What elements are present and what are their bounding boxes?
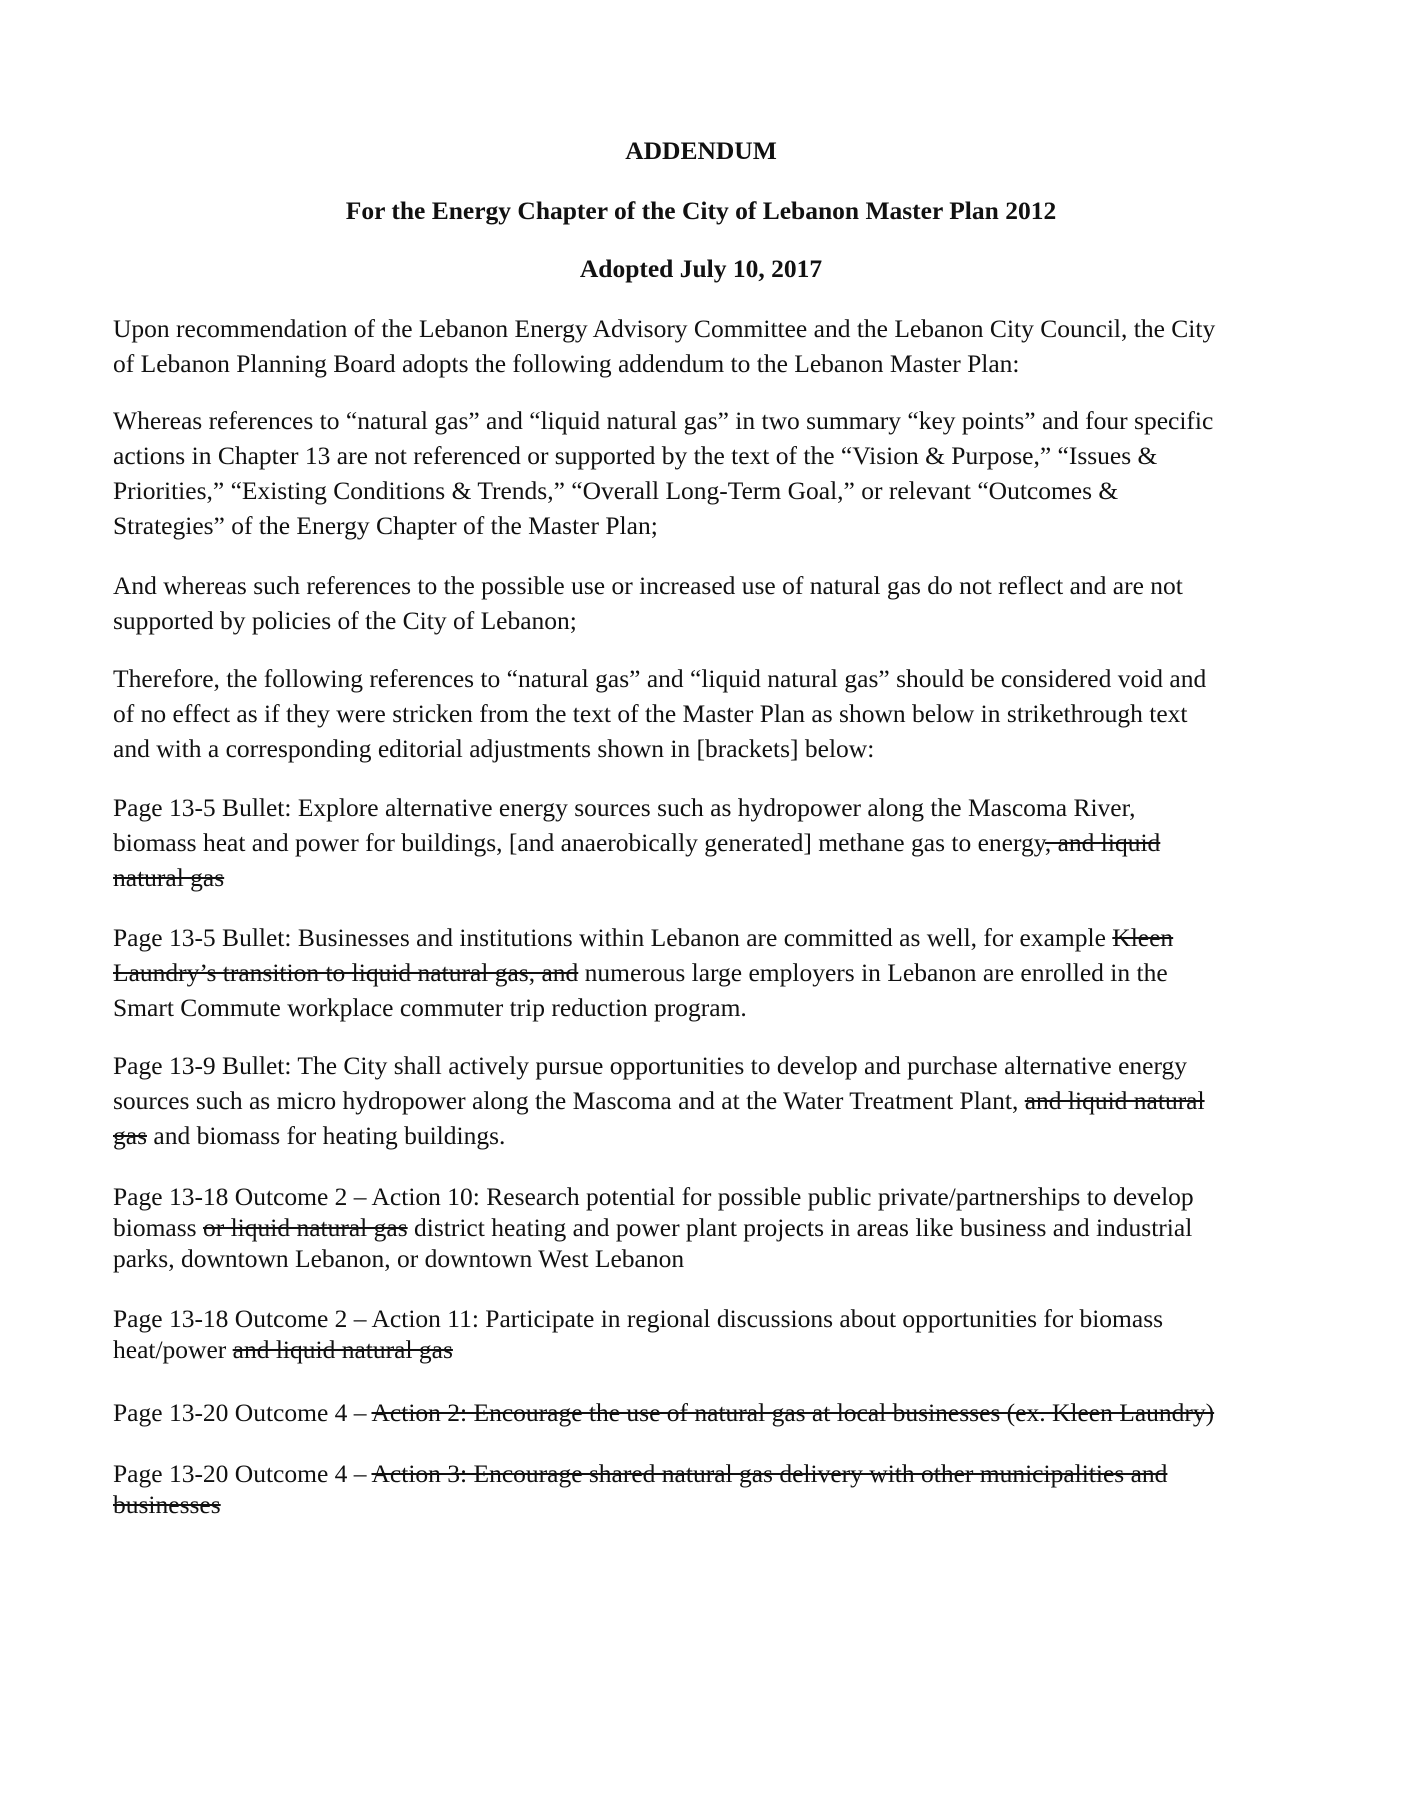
text-line: [113, 1048, 1205, 1083]
text-segment: Page 13-18 Outcome 2 – Action 10: Research potential for possible public private/partnerships to develop: [113, 1182, 1194, 1211]
amendment-page-13-20-action-3: [113, 1458, 1167, 1520]
text-segment: heat/power: [113, 1335, 233, 1364]
text-line: [113, 1083, 1205, 1118]
text-segment: parks, downtown Lebanon, or downtown West Lebanon: [113, 1244, 685, 1273]
text-line: [113, 1303, 1163, 1334]
text-segment: biomass: [113, 1213, 203, 1242]
text-segment: supported by policies of the City of Lebanon;: [113, 606, 577, 635]
text-segment: Page 13-5 Bullet: Businesses and institutions within Lebanon are committed as well, for example: [113, 923, 1113, 952]
text-line: [113, 1181, 1194, 1212]
text-line: [113, 403, 1213, 438]
amendment-page-13-9: [113, 1048, 1205, 1153]
text-line: [113, 1212, 1194, 1243]
text-segment: numerous large employers in Lebanon are enrolled in the: [578, 958, 1168, 987]
whereas-paragraph: [113, 403, 1213, 543]
struck-text: Action 2: Encourage the use of natural gas at local businesses (ex. Kleen Laundry): [371, 1398, 1215, 1427]
text-line: [113, 1458, 1167, 1489]
text-segment: Page 13-18 Outcome 2 – Action 11: Participate in regional discussions about opportunities for biomass: [113, 1304, 1164, 1333]
text-line: [113, 1397, 1214, 1428]
text-segment: sources such as micro hydropower along the Mascoma and at the Water Treatment Plant,: [113, 1086, 1025, 1115]
text-segment: And whereas such references to the possible use or increased use of natural gas do not reflect and are not: [113, 571, 1183, 600]
amendment-page-13-20-action-2: [113, 1397, 1214, 1428]
text-segment: Page 13-20 Outcome 4 –: [113, 1398, 372, 1427]
text-line: [113, 825, 1160, 860]
struck-text: Laundry’s transition to liquid natural gas, and: [113, 958, 579, 987]
text-line: [113, 508, 1213, 543]
adoption-date: Adopted July 10, 2017: [579, 254, 823, 283]
text-line: [113, 860, 1160, 895]
text-line: [113, 955, 1173, 990]
text-line: [113, 1118, 1205, 1153]
text-segment: of Lebanon Planning Board adopts the following addendum to the Lebanon Master Plan:: [113, 349, 1020, 378]
text-segment: Page 13-5 Bullet: Explore alternative energy sources such as hydropower along the Mascoma River,: [113, 793, 1136, 822]
struck-text: , and liquid: [1044, 828, 1161, 857]
struck-text: gas: [113, 1121, 147, 1150]
text-segment: of no effect as if they were stricken from the text of the Master Plan as shown below in strikethrough text: [113, 699, 1188, 728]
text-segment: Therefore, the following references to “natural gas” and “liquid natural gas” should be considered void and: [113, 664, 1207, 693]
text-segment: Upon recommendation of the Lebanon Energy Advisory Committee and the Lebanon City Council, the City: [113, 314, 1216, 343]
text-line: [113, 1243, 1194, 1274]
intro-paragraph: [113, 311, 1215, 381]
text-segment: Strategies” of the Energy Chapter of the Master Plan;: [113, 511, 658, 540]
text-line: [113, 346, 1215, 381]
text-segment: Page 13-20 Outcome 4 –: [113, 1459, 372, 1488]
amendment-page-13-5-a: [113, 790, 1160, 895]
text-line: [113, 603, 1183, 638]
text-line: [113, 731, 1206, 766]
text-line: [113, 990, 1173, 1025]
text-segment: district heating and power plant projects in areas like business and industrial: [407, 1213, 1193, 1242]
text-line: [113, 790, 1160, 825]
struck-text: or liquid natural gas: [202, 1213, 408, 1242]
struck-text: Kleen: [1112, 923, 1174, 952]
amendment-page-13-18-action-10: [113, 1181, 1194, 1274]
struck-text: Action 3: Encourage shared natural gas delivery with other municipalities and: [371, 1459, 1168, 1488]
struck-text: and liquid natural gas: [232, 1335, 453, 1364]
struck-text: and liquid natural: [1024, 1086, 1205, 1115]
text-line: [113, 311, 1215, 346]
text-segment: actions in Chapter 13 are not referenced or supported by the text of the “Vision & Purpose,” “Issues &: [113, 441, 1158, 470]
document-subtitle: For the Energy Chapter of the City of Lebanon Master Plan 2012: [345, 196, 1057, 225]
therefore-paragraph: [113, 661, 1206, 766]
text-segment: Page 13-9 Bullet: The City shall actively pursue opportunities to develop and purchase alternative energy: [113, 1051, 1188, 1080]
text-line: [113, 696, 1206, 731]
document-title: ADDENDUM: [625, 136, 777, 165]
text-segment: biomass heat and power for buildings, [and anaerobically generated] methane gas to energy: [113, 828, 1045, 857]
text-segment: and with a corresponding editorial adjustments shown in [brackets] below:: [113, 734, 875, 763]
text-line: [113, 661, 1206, 696]
text-segment: and biomass for heating buildings.: [147, 1121, 506, 1150]
text-segment: Smart Commute workplace commuter trip reduction program.: [113, 993, 747, 1022]
struck-text: natural gas: [113, 863, 225, 892]
text-line: [113, 473, 1213, 508]
text-line: [113, 568, 1183, 603]
text-segment: Whereas references to “natural gas” and “liquid natural gas” in two summary “key points” and four specific: [113, 406, 1214, 435]
amendment-page-13-18-action-11: [113, 1303, 1163, 1365]
and-whereas-paragraph: [113, 568, 1183, 638]
struck-text: businesses: [113, 1490, 221, 1519]
text-line: [113, 1334, 1163, 1365]
amendment-page-13-5-b: [113, 920, 1173, 1025]
text-line: [113, 920, 1173, 955]
text-segment: Priorities,” “Existing Conditions & Trends,” “Overall Long-Term Goal,” or relevant “Outcomes &: [113, 476, 1119, 505]
text-line: [113, 438, 1213, 473]
text-line: [113, 1489, 1167, 1520]
